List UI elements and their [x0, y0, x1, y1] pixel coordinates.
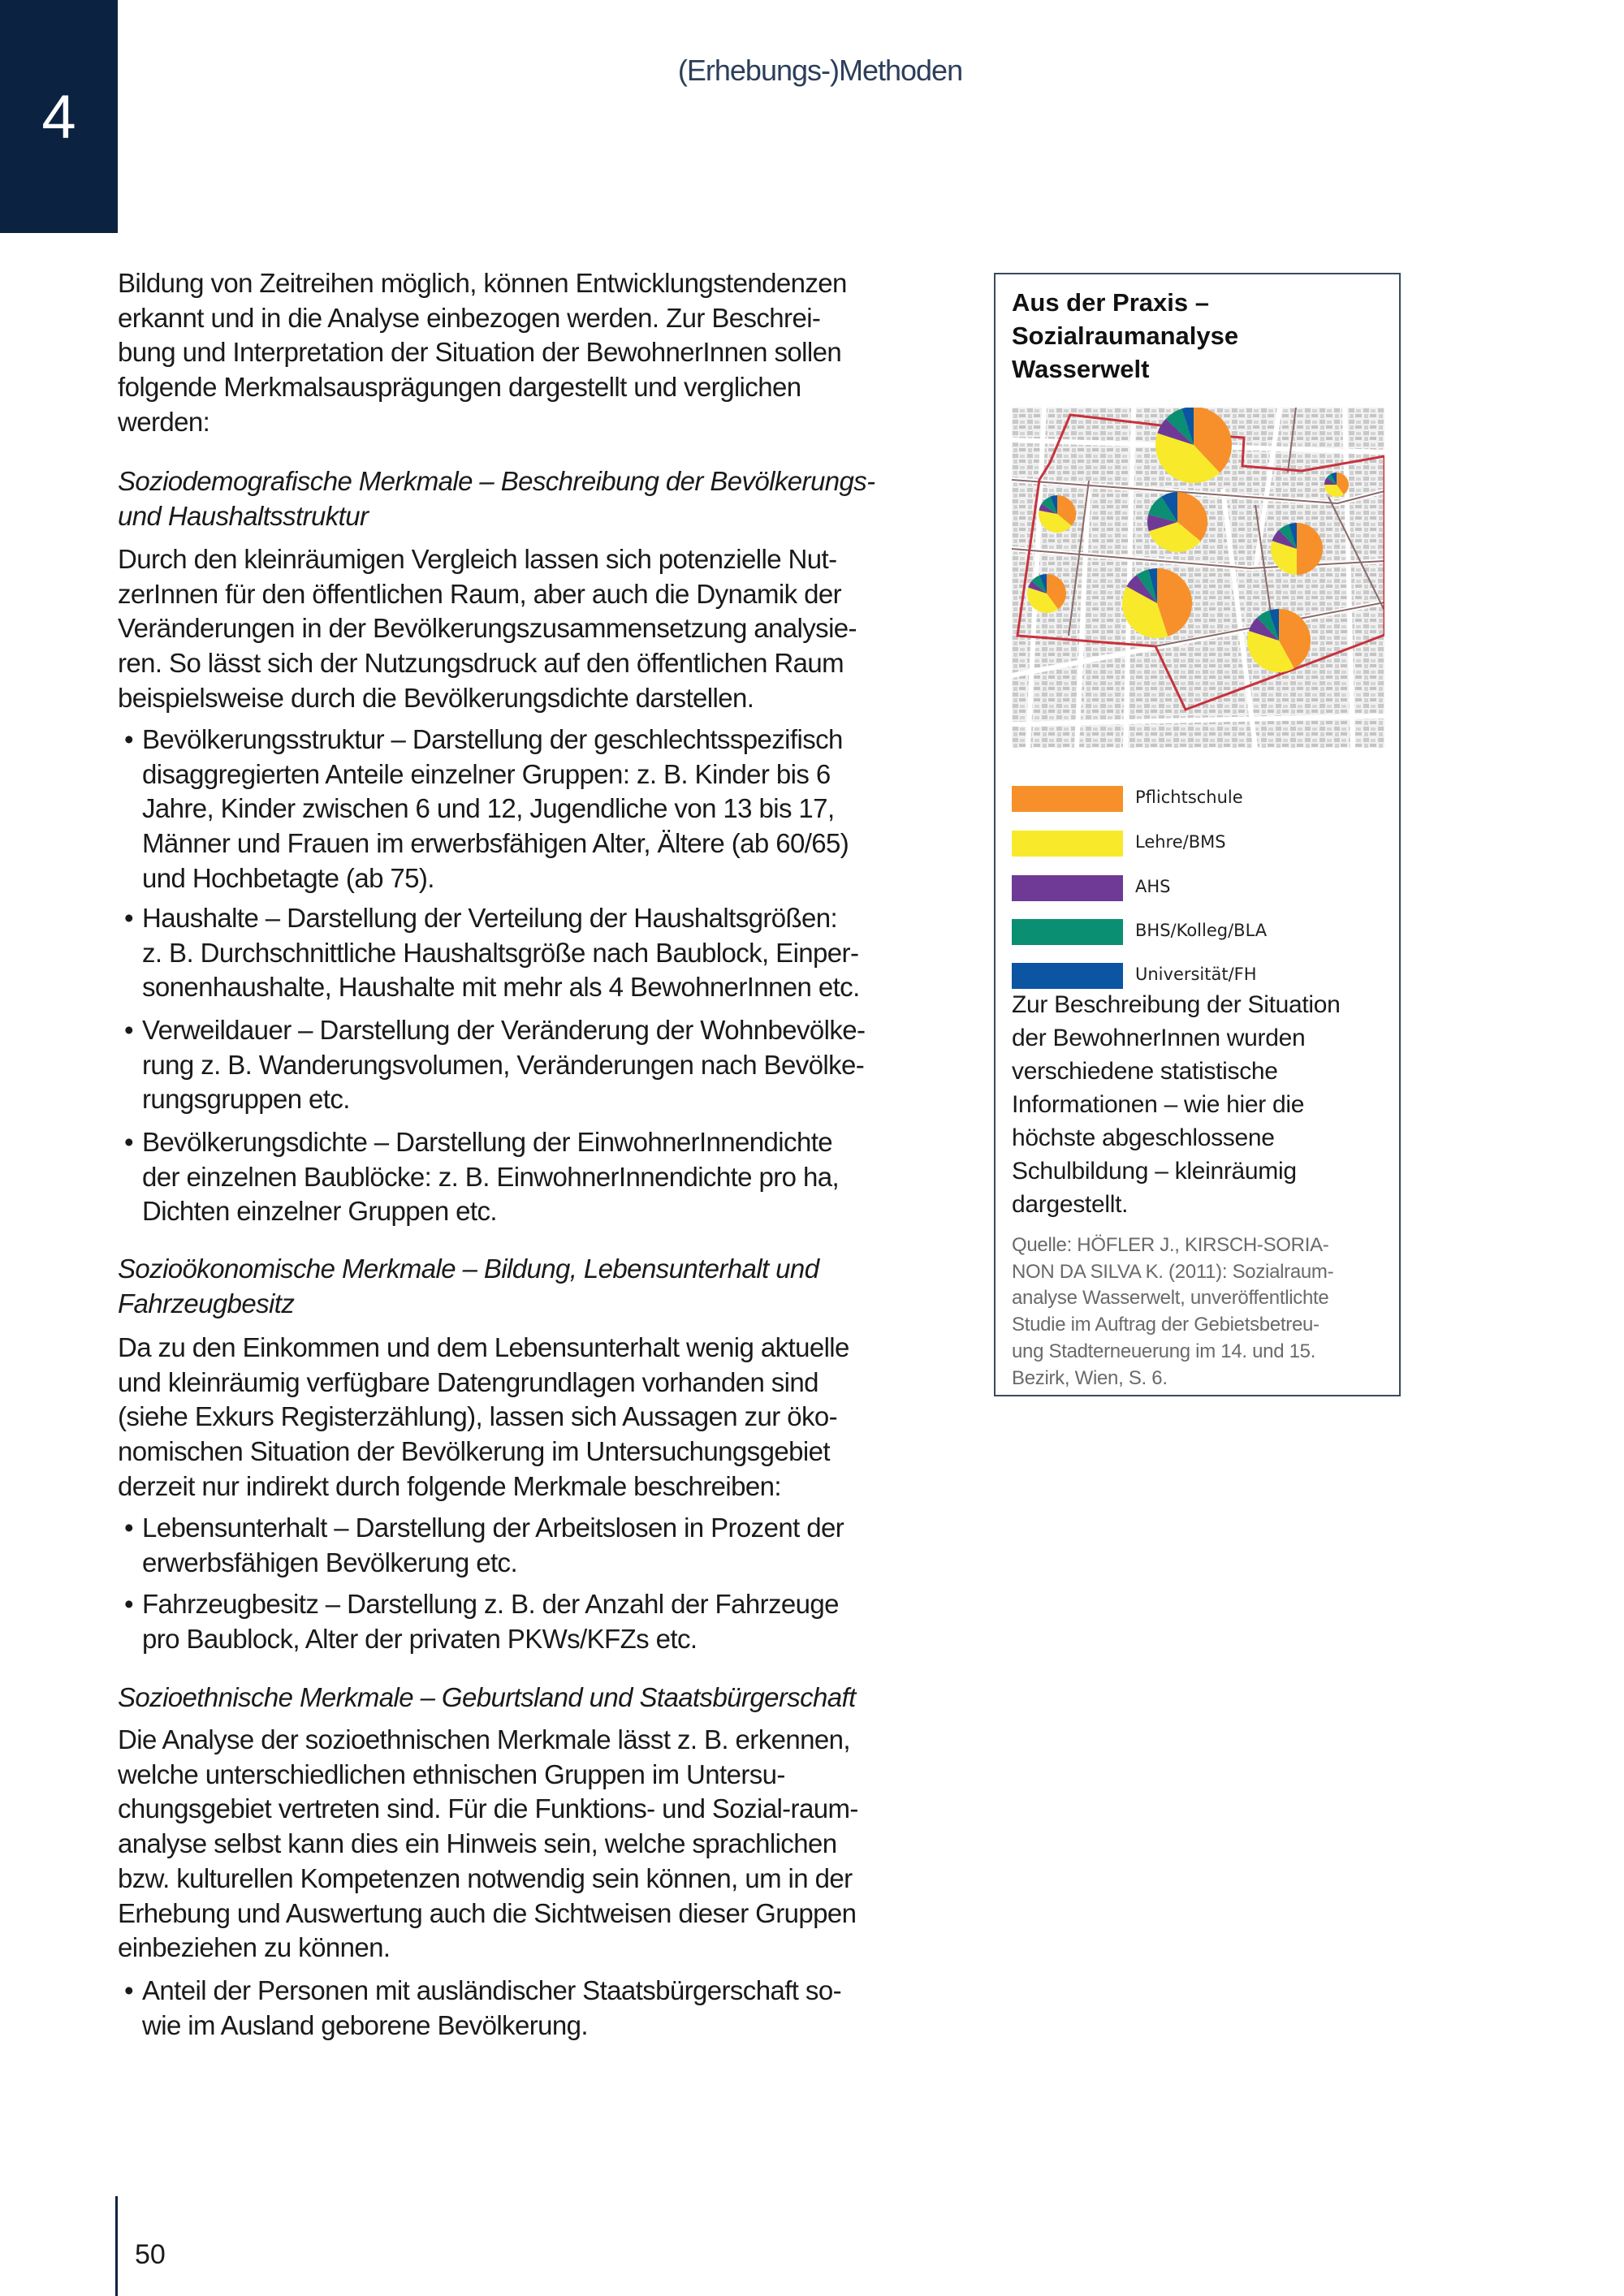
practice-sidebox — [994, 273, 1401, 1396]
subheading-soziooekonomisch: Sozioökonomische Merkmale – Bildung, Lebensunterhalt und Fahrzeugbesitz — [118, 1254, 819, 1318]
paragraph-intro: Bildung von Zeitreihen möglich, können Entwicklungstendenzen erkannt und in die Analyse einbezogen werden. Zur Beschrei- bung und Interpretation der Situation der BewohnerInnen sollen folgende Merkmalsausprägungen dargestellt und verglichen werden: — [118, 268, 847, 437]
legend-item — [1012, 827, 1385, 860]
subheading-sozioethnisch: Sozioethnische Merkmale – Geburtsland und Staatsbürgerschaft — [118, 1682, 856, 1712]
sidebox-title: Aus der Praxis – Sozialraumanalyse Wasserwelt — [1012, 288, 1239, 383]
legend-swatch — [1012, 831, 1123, 857]
footer-rule — [115, 2196, 118, 2296]
bullet-icon: • — [124, 1975, 133, 2005]
legend-item — [1012, 960, 1385, 992]
figure-caption: Zur Beschreibung der Situation der BewohnerInnen wurden verschiedene statistische Informationen – wie hier die höchste abgeschlossene Schulbildung – kleinräumig dargestellt. — [1012, 991, 1341, 1218]
pie-chart — [1122, 568, 1192, 638]
chapter-tab — [0, 0, 118, 233]
running-title: (Erhebungs-)Methoden — [677, 54, 963, 87]
education-pie-map — [1012, 408, 1384, 748]
legend-item — [1012, 872, 1385, 904]
bullet-text: Fahrzeugbesitz – Darstellung z. B. der Anzahl der Fahrzeuge pro Baublock, Alter der privaten PKWs/KFZs etc. — [142, 1589, 839, 1654]
pie-chart — [1147, 492, 1207, 552]
bullet-icon: • — [124, 1513, 133, 1543]
page-number: 50 — [135, 2239, 166, 2270]
bullet-icon: • — [124, 1015, 133, 1045]
pie-chart — [1247, 609, 1311, 672]
legend-label: AHS — [1135, 877, 1171, 896]
legend-swatch — [1012, 919, 1123, 945]
paragraph-soziooekonomisch: Da zu den Einkommen und dem Lebensunterhalt wenig aktuelle und kleinräumig verfügbare Datengrundlagen vorhanden sind (siehe Exkurs Registerzählung), lassen sich Aussagen zur öko- nomischen Situation der Bevölkerung im Untersuchungsgebiet derzeit nur indirekt durch folgende Merkmale beschreiben: — [118, 1332, 849, 1501]
pie-chart — [1271, 523, 1323, 575]
bullet-icon: • — [124, 903, 133, 933]
paragraph-soziodemografisch: Durch den kleinräumigen Vergleich lassen sich potenzielle Nut- zerInnen für den öffentlichen Raum, aber auch die Dynamik der Veränderungen in der Bevölkerungszusammensetzung analysie- ren. So lässt sich der Nutzungsdruck auf den öffentlichen Raum beispielsweise durch die Bevölkerungsdichte darstellen. — [118, 544, 857, 713]
pie-chart — [1324, 473, 1349, 497]
bullet-icon: • — [124, 724, 133, 754]
pie-chart — [1155, 408, 1232, 483]
legend-swatch — [1012, 875, 1123, 901]
bullet-text: Haushalte – Darstellung der Verteilung der Haushaltsgrößen: z. B. Durchschnittliche Haushaltsgröße nach Baublock, Einper- sonenhaushalte, Haushalte mit mehr als 4 BewohnerInnen etc. — [142, 903, 860, 1003]
bullet-text: Lebensunterhalt – Darstellung der Arbeitslosen in Prozent der erwerbsfähigen Bevölkerung etc. — [142, 1513, 844, 1577]
paragraph-sozioethnisch: Die Analyse der sozioethnischen Merkmale lässt z. B. erkennen, welche unterschiedlichen ethnischen Gruppen im Untersu- chungsgebiet vertreten sind. Für die Funktions- und Sozial-raum- analyse selbst kann dies ein Hinweis sein, welche sprachlichen bzw. kulturellen Kompetenzen notwendig sein können, um in der Erhebung und Auswertung auch die Sichtweisen dieser Gruppen einbeziehen zu können. — [118, 1724, 858, 1963]
legend-item — [1012, 916, 1385, 948]
bullet-text: Bevölkerungsstruktur – Darstellung der geschlechtsspezifisch disaggregierten Anteile einzelner Gruppen: z. B. Kinder bis 6 Jahre, Kinder zwischen 6 und 12, Jugendliche von 13 bis 17, Männer und Frauen im erwerbsfähigen Alter, Ältere (ab 60/65) und Hochbetagte (ab 75). — [142, 724, 849, 893]
subheading-soziodemografisch: Soziodemografische Merkmale – Beschreibung der Bevölkerungs- und Haushaltsstruktur — [118, 466, 875, 531]
legend-label: Universität/FH — [1135, 965, 1257, 984]
bullet-text: Anteil der Personen mit ausländischer Staatsbürgerschaft so- wie im Ausland geborene Bevölkerung. — [142, 1975, 841, 2040]
bullet-icon: • — [124, 1589, 133, 1619]
legend-label: Pflichtschule — [1135, 788, 1243, 807]
bullet-text: Bevölkerungsdichte – Darstellung der EinwohnerInnendichte der einzelnen Baublöcke: z. B. EinwohnerInnendichte pro ha, Dichten einzelner Gruppen etc. — [142, 1127, 840, 1227]
chapter-number: 4 — [41, 83, 76, 152]
legend-item — [1012, 783, 1385, 815]
pie-chart — [1039, 495, 1076, 533]
legend-label: Lehre/BMS — [1135, 832, 1226, 852]
bullet-text: Verweildauer – Darstellung der Veränderung der Wohnbevölke- rung z. B. Wanderungsvolumen, Veränderungen nach Bevölke- rungsgruppen etc. — [142, 1015, 866, 1115]
bullet-icon: • — [124, 1127, 133, 1157]
legend-label: BHS/Kolleg/BLA — [1135, 921, 1268, 940]
pie-chart — [1027, 574, 1066, 613]
legend-swatch — [1012, 786, 1123, 812]
legend-swatch — [1012, 963, 1123, 989]
figure-source: Quelle: HÖFLER J., KIRSCH-SORIA- NON DA SILVA K. (2011): Sozialraum- analyse Wasserwelt, unveröffentlichte Studie im Auftrag der Gebietsbetreu- ung Stadterneuerung im 14. und 15. Bezirk, Wien, S. 6. — [1012, 1234, 1334, 1389]
